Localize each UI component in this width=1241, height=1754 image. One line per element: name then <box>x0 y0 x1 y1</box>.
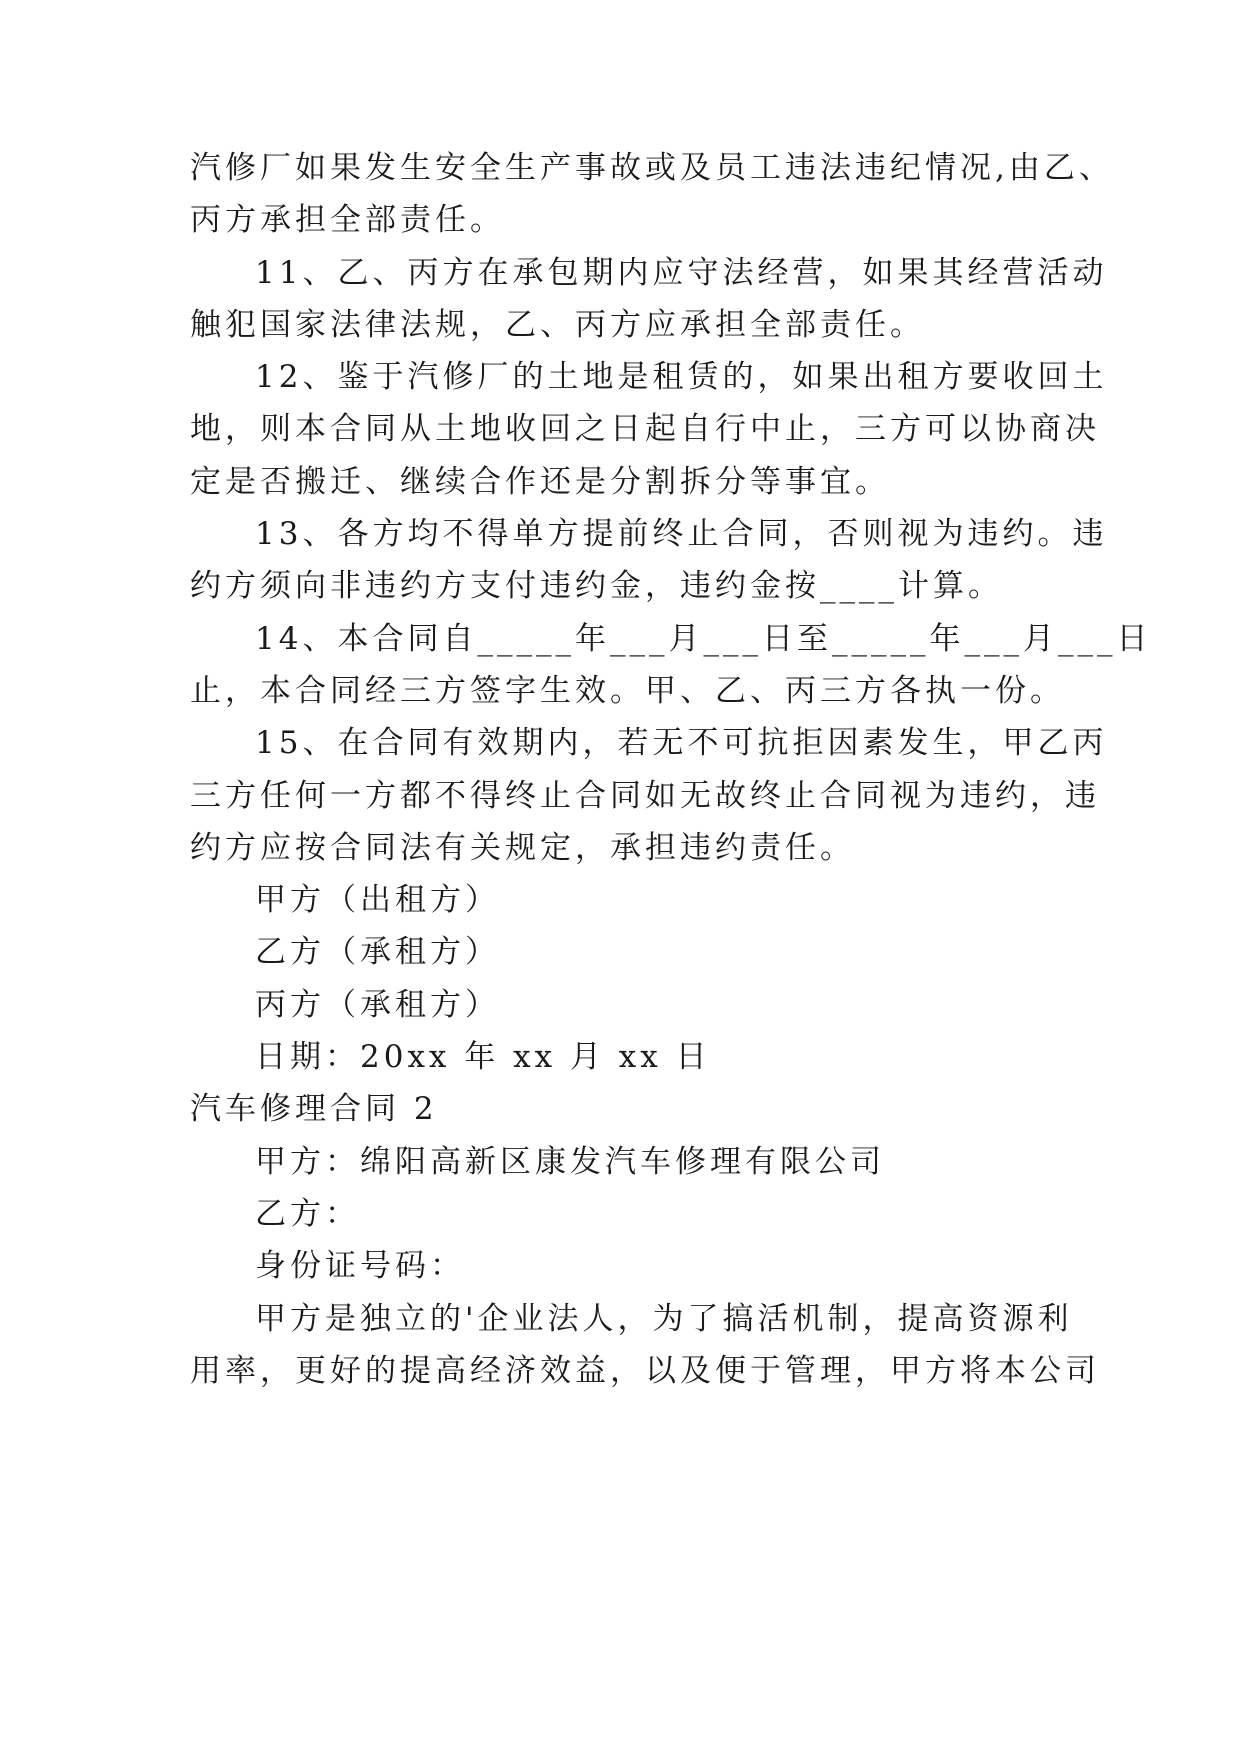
paragraph-line: 三方任何一方都不得终止合同如无故终止合同视为违约，违 <box>190 778 1100 814</box>
party-b-signature: 乙方（承租方） <box>255 934 500 970</box>
section-heading: 汽车修理合同 2 <box>190 1091 438 1127</box>
clause-13-line: 13、各方均不得单方提前终止合同，否则视为违约。违 <box>255 516 1108 552</box>
paragraph-line: 定是否搬迁、继续合作还是分割拆分等事宜。 <box>190 464 890 500</box>
paragraph-line: 汽修厂如果发生安全生产事故或及员工违法违纪情况,由乙、 <box>190 150 1114 186</box>
date-line: 日期：20xx 年 xx 月 xx 日 <box>255 1039 711 1075</box>
clause-12-line: 12、鉴于汽修厂的土地是租赁的，如果出租方要收回土 <box>255 359 1108 395</box>
clause-11-line: 11、乙、丙方在承包期内应守法经营，如果其经营活动 <box>255 255 1108 291</box>
clause-14-line: 14、本合同自_____年___月___日至_____年___月___日 <box>255 621 1152 657</box>
paragraph-line: 丙方承担全部责任。 <box>190 202 505 238</box>
paragraph-line: 约方须向非违约方支付违约金，违约金按____计算。 <box>190 568 1003 604</box>
paragraph-line: 用率，更好的提高经济效益，以及便于管理，甲方将本公司 <box>190 1353 1100 1389</box>
paragraph-line: 甲方是独立的'企业法人，为了搞活机制，提高资源利 <box>255 1301 1073 1337</box>
paragraph-line: 地，则本合同从土地收回之日起自行中止，三方可以协商决 <box>190 411 1100 447</box>
paragraph-line: 约方应按合同法有关规定，承担违约责任。 <box>190 830 855 866</box>
paragraph-line: 止，本合同经三方签字生效。甲、乙、丙三方各执一份。 <box>190 673 1065 709</box>
party-a-line: 甲方：绵阳高新区康发汽车修理有限公司 <box>255 1144 885 1180</box>
party-b-line: 乙方： <box>255 1196 360 1232</box>
party-c-signature: 丙方（承租方） <box>255 987 500 1023</box>
party-a-signature: 甲方（出租方） <box>255 882 500 918</box>
paragraph-line: 触犯国家法律法规，乙、丙方应承担全部责任。 <box>190 307 925 343</box>
clause-15-line: 15、在合同有效期内，若无不可抗拒因素发生，甲乙丙 <box>255 725 1108 761</box>
id-number-line: 身份证号码： <box>255 1248 465 1284</box>
